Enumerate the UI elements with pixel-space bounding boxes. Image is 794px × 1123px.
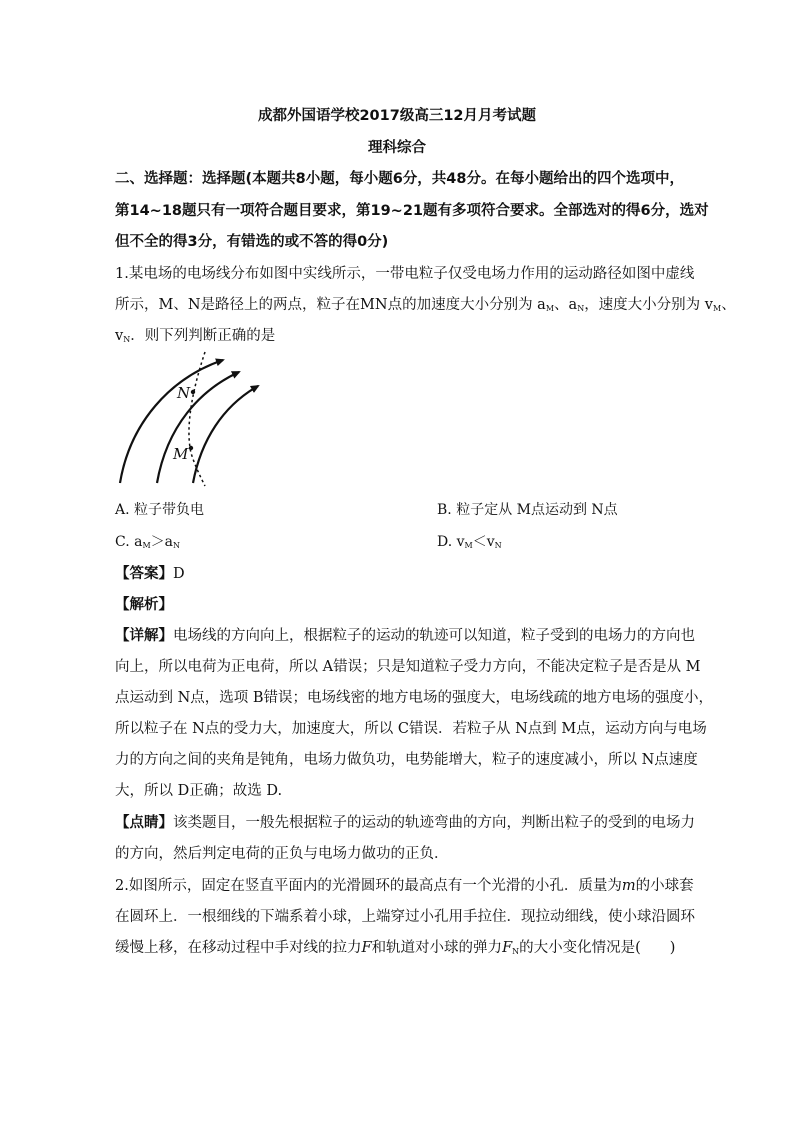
q2-mass-symbol: m xyxy=(621,878,636,894)
option-d-sub-n: N xyxy=(494,541,502,550)
answer-value: D xyxy=(173,566,185,582)
q2-line1-pre: 2.如图所示，固定在竖直平面内的光滑圆环的最高点有一个光滑的小孔．质量为 xyxy=(115,878,622,894)
q1-sub-n: N xyxy=(577,304,585,313)
q2-line-1 xyxy=(115,874,695,895)
option-c xyxy=(115,531,180,551)
q1-line-3 xyxy=(115,324,695,345)
option-c-pre: C. a xyxy=(115,534,143,550)
section-line-2: 第14~18题只有一项符合题目要求，第19~21题有多项符合要求。全部选对的得6分，选对 xyxy=(115,203,709,219)
option-b: B. 粒子定从 M点运动到 N点 xyxy=(437,502,618,518)
tip-line-2: 的方向，然后判定电荷的正负与电场力做功的正负． xyxy=(115,846,449,862)
field-line-figure xyxy=(115,348,275,488)
answer-line xyxy=(115,562,695,583)
q2-force-symbol: F xyxy=(361,940,372,956)
field-line-1 xyxy=(120,360,223,483)
detail-line-4: 所以粒子在 N点的受力大，加速度大，所以 C错误．若粒子从 N点到 M点，运动方向与电场 xyxy=(115,721,707,737)
option-a: A. 粒子带负电 xyxy=(115,502,205,518)
point-m xyxy=(189,446,193,450)
tip-label: 【点睛】 xyxy=(115,815,173,831)
option-c-sub-m: M xyxy=(142,541,151,550)
q2-normal-force-symbol: F xyxy=(502,940,513,956)
q1-line3-pre: v xyxy=(115,328,124,344)
q2-line3-pre: 缓慢上移，在移动过程中手对线的拉力 xyxy=(115,940,362,956)
q2-line-3 xyxy=(115,936,695,957)
q1-line2-pre: 所示，M、N是路径上的两点，粒子在MN点的加速度大小分别为 a xyxy=(115,297,546,313)
q2-line3-mid: 和轨道对小球的弹力 xyxy=(371,940,503,956)
analysis-line xyxy=(115,593,695,614)
q1-line2-mid: ，速度大小分别为 v xyxy=(584,297,713,313)
q1-sep: 、a xyxy=(554,297,578,313)
detail-line-6: 大，所以 D正确；故选 D. xyxy=(115,783,283,799)
field-line-3 xyxy=(193,386,258,483)
q1-sub-n-2: N xyxy=(123,335,131,344)
option-c-sub-n: N xyxy=(173,541,181,550)
q1-line3-post: ．则下列判断正确的是 xyxy=(130,328,276,344)
q2-line1-post: 的小球套 xyxy=(635,878,694,894)
q1-sub-m: M xyxy=(545,304,555,313)
tip-text-1: 该类题目，一般先根据粒子的运动的轨迹弯曲的方向，判断出粒子的受到的电场力 xyxy=(173,815,695,831)
label-n: N xyxy=(177,384,191,402)
option-d-op: ＜v xyxy=(472,534,495,550)
tip-line-1 xyxy=(115,811,695,832)
analysis-label: 【解析】 xyxy=(115,597,173,613)
option-c-op: ＞a xyxy=(150,534,174,550)
q2-line3-post: 的大小变化情况是( ) xyxy=(519,940,676,956)
detail-line-5: 力的方向之间的夹角是钝角，电场力做负功，电势能增大，粒子的速度减小，所以 N点速度 xyxy=(115,752,698,768)
page-subtitle: 理科综合 xyxy=(368,140,426,156)
answer-label: 【答案】 xyxy=(115,566,173,582)
section-line-3: 但不全的得3分，有错选的或不答的得0分) xyxy=(115,234,389,250)
q2-normal-force-sub: N xyxy=(512,947,520,956)
q2-line-2: 在圆环上．一根细线的下端系着小球，上端穿过小孔用手拉住．现拉动细线，使小球沿圆环 xyxy=(115,909,695,925)
option-d-sub-m: M xyxy=(464,541,473,550)
option-d-pre: D. v xyxy=(437,534,465,550)
page-title: 成都外国语学校2017级高三12月月考试题 xyxy=(257,108,537,124)
q1-sub-m-2: M xyxy=(713,304,722,313)
q1-line-2 xyxy=(115,293,736,314)
detail-text-1: 电场线的方向向上，根据粒子的运动的轨迹可以知道，粒子受到的电场力的方向也 xyxy=(173,628,695,644)
label-m: M xyxy=(173,445,189,463)
detail-label: 【详解】 xyxy=(115,628,173,644)
q1-line2-end: 、 xyxy=(721,297,736,313)
option-d xyxy=(437,531,502,551)
detail-line-3: 点运动到 N点，选项 B错误；电场线密的地方电场的强度大，电场线疏的地方电场的强度小， xyxy=(115,690,714,706)
detail-line-2: 向上，所以电荷为正电荷，所以 A错误；只是知道粒子受力方向，不能决定粒子是否是从 M xyxy=(115,659,701,675)
section-line-1: 二、选择题：选择题(本题共8小题，每小题6分，共48分。在每小题给出的四个选项中， xyxy=(115,171,684,187)
q1-line-1: 1.某电场的电场线分布如图中实线所示，一带电粒子仅受电场力作用的运动路径如图中虚线 xyxy=(115,266,695,282)
point-n xyxy=(191,390,195,394)
detail-line-1 xyxy=(115,624,695,645)
